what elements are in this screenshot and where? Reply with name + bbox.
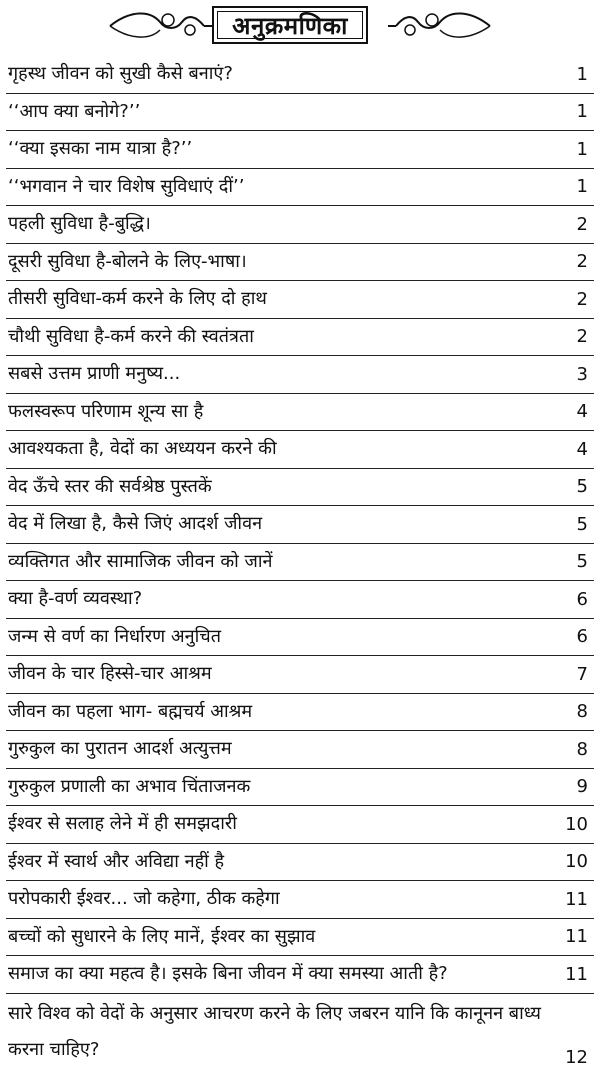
toc-entry-page: 11 — [565, 926, 588, 947]
toc-entry — [6, 544, 594, 582]
toc-entry-title: क्या है-वर्ण व्यवस्था? — [8, 588, 143, 609]
toc-entry-title: जन्म से वर्ण का निर्धारण अनुचित — [8, 625, 221, 647]
toc-entry-page: 5 — [576, 551, 588, 572]
toc-entry — [6, 619, 594, 657]
toc-header — [0, 0, 600, 52]
toc-entry-page: 11 — [565, 888, 588, 910]
toc-entry-page: 2 — [576, 251, 588, 272]
toc-entry-page: 11 — [565, 963, 588, 985]
toc-entry — [6, 169, 594, 207]
toc-entry — [6, 806, 594, 844]
toc-entry-title: जीवन के चार हिस्से-चार आश्रम — [8, 663, 212, 684]
toc-entry — [6, 581, 594, 619]
toc-entry-page: 1 — [576, 63, 588, 85]
toc-entry-title: सारे विश्व को वेदों के अनुसार आचरण करने के लिए जबरन यानि कि कानूनन बाध्य करना चाहिए? — [8, 1002, 541, 1060]
toc-entry-title: ‘‘क्या इसका नाम यात्रा है?’’ — [8, 138, 193, 159]
toc-entry-title: वेद ऊँचे स्तर की सर्वश्रेष्ठ पुस्तकें — [8, 475, 212, 497]
toc-entry-title: गुरुकुल का पुरातन आदर्श अत्युत्तम — [8, 738, 232, 759]
toc-entry-title: ‘‘आप क्या बनोगे?’’ — [8, 100, 141, 122]
toc-entry-page: 8 — [576, 738, 588, 760]
toc-entry-page: 7 — [576, 663, 588, 685]
toc-entry — [6, 956, 594, 994]
toc-entry — [6, 356, 594, 394]
toc-entry-title: गुरुकुल प्रणाली का अभाव चिंताजनक — [8, 775, 251, 797]
toc-entry-title: तीसरी सुविधा-कर्म करने के लिए दो हाथ — [8, 288, 267, 309]
toc-entry-page: 5 — [576, 476, 588, 497]
toc-entry-page: 9 — [576, 776, 588, 797]
toc-entry-title: समाज का क्या महत्व है। इसके बिना जीवन में क्या समस्या आती है? — [8, 963, 448, 984]
toc-entry-page: 1 — [576, 101, 588, 122]
toc-entry — [6, 319, 594, 357]
toc-entry-page: 8 — [576, 701, 588, 722]
toc-entry — [6, 56, 594, 94]
toc-entry-title: पहली सुविधा है-बुद्धि। — [8, 213, 151, 234]
toc-entry — [6, 469, 594, 507]
toc-entry-title: फलस्वरूप परिणाम शून्य सा है — [8, 400, 204, 422]
toc-entry — [6, 694, 594, 732]
toc-entry — [6, 506, 594, 544]
toc-entry-title: व्यक्तिगत और सामाजिक जीवन को जानें — [8, 550, 273, 572]
toc-entry — [6, 769, 594, 807]
toc-entry — [6, 94, 594, 132]
toc-entry-page: 6 — [576, 626, 588, 647]
toc-entry-title: दूसरी सुविधा है-बोलने के लिए-भाषा। — [8, 250, 247, 272]
toc-entry — [6, 244, 594, 282]
toc-entry — [6, 394, 594, 432]
toc-entry-page: 1 — [576, 138, 588, 160]
toc-entry-title: परोपकारी ईश्वर... जो कहेगा, ठीक कहेगा — [8, 888, 280, 909]
toc-entry — [6, 844, 594, 882]
toc-entry-title: वेद में लिखा है, कैसे जिएं आदर्श जीवन — [8, 513, 263, 534]
toc-entry-page: 6 — [576, 588, 588, 610]
toc-entry-title: गृहस्थ जीवन को सुखी कैसे बनाएं? — [8, 63, 233, 84]
toc-entry-page: 2 — [576, 288, 588, 310]
toc-entry — [6, 131, 594, 169]
toc-entry-page: 2 — [576, 213, 588, 235]
toc-entry-title: सबसे उत्तम प्राणी मनुष्य... — [8, 363, 181, 384]
toc-entry-title: आवश्यकता है, वेदों का अध्ययन करने की — [8, 438, 277, 459]
toc-entry-page: 1 — [576, 176, 588, 197]
toc-entry-title: बच्चों को सुधारने के लिए मानें, ईश्वर का सुझाव — [8, 925, 316, 947]
title-frame — [212, 6, 368, 44]
toc-entry-page: 3 — [576, 363, 588, 385]
toc-entry — [6, 281, 594, 319]
toc-entry-title: ईश्वर से सलाह लेने में ही समझदारी — [8, 813, 237, 834]
toc-entry-page: 10 — [565, 851, 588, 872]
toc-entry-page: 10 — [565, 813, 588, 835]
toc-list — [6, 56, 594, 1076]
toc-entry-page: 4 — [576, 401, 588, 422]
toc-entry-title: जीवन का पहला भाग- बह्मचर्य आश्रम — [8, 700, 253, 722]
toc-entry — [6, 431, 594, 469]
toc-entry — [6, 206, 594, 244]
toc-entry-page: 12 — [565, 1046, 588, 1068]
toc-entry-title: चौथी सुविधा है-कर्म करने की स्वतंत्रता — [8, 325, 254, 347]
toc-entry — [6, 994, 594, 1076]
toc-entry — [6, 731, 594, 769]
toc-entry-title: ‘‘भगवान ने चार विशेष सुविधाएं दीं’’ — [8, 175, 245, 197]
toc-entry — [6, 919, 594, 957]
toc-entry-page: 2 — [576, 326, 588, 347]
toc-entry — [6, 881, 594, 919]
toc-entry-page: 4 — [576, 438, 588, 460]
page-title: अनुक्रमणिका — [232, 11, 348, 40]
toc-entry — [6, 656, 594, 694]
toc-entry-title: ईश्वर में स्वार्थ और अविद्या नहीं है — [8, 850, 225, 872]
toc-entry-page: 5 — [576, 513, 588, 535]
